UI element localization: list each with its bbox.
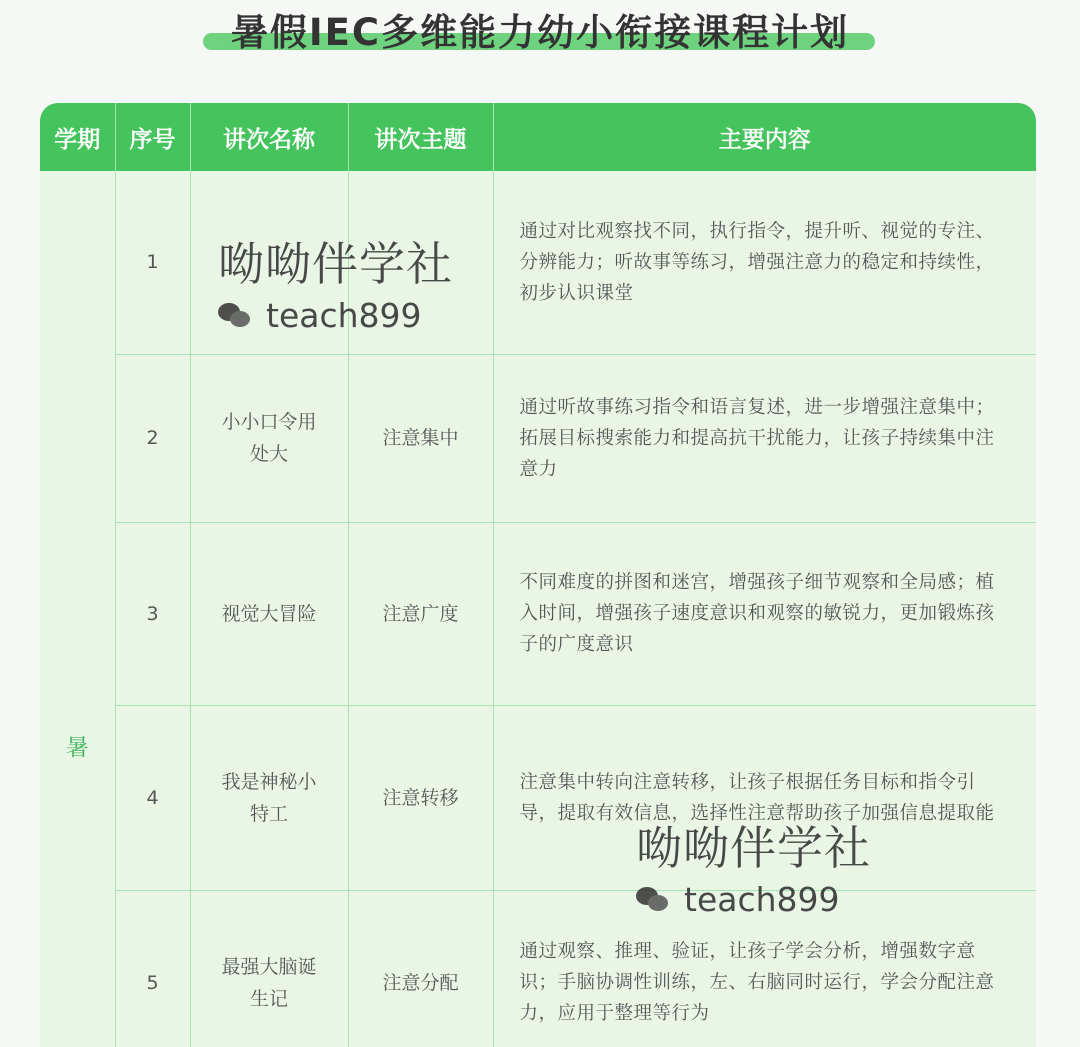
header-lesson-name: 讲次名称: [190, 103, 348, 171]
table-row: [40, 522, 1036, 705]
watermark: [218, 228, 453, 335]
lesson-theme: 注意分配: [348, 890, 493, 1047]
lesson-theme: 注意广度: [348, 522, 493, 705]
header-main-content: 主要内容: [493, 103, 1036, 171]
watermark-name: 呦呦伴学社: [218, 237, 453, 291]
lesson-content: 不同难度的拼图和迷宫，增强孩子细节观察和全局感；植入时间，增强孩子速度意识和观察的敏锐力，更加锻炼孩子的广度意识: [493, 522, 1036, 705]
title-area: [0, 0, 1080, 70]
watermark-id-line: [218, 296, 453, 335]
row-number: 1: [115, 171, 190, 354]
watermark-name: 呦呦伴学社: [636, 821, 871, 875]
page-title: 暑假IEC多维能力幼小衔接课程计划: [230, 11, 850, 54]
lesson-content: 通过对比观察找不同，执行指令，提升听、视觉的专注、分辨能力；听故事等练习，增强注意力的稳定和持续性，初步认识课堂: [493, 171, 1036, 354]
row-number: 2: [115, 354, 190, 522]
lesson-content: 注意集中转向注意转移，让孩子根据任务目标和指令引导，提取有效信息，选择性注意帮助孩子加强信息提取能: [493, 705, 1036, 890]
table-row: [40, 171, 1036, 354]
header-number: 序号: [115, 103, 190, 171]
table-header-row: [40, 103, 1036, 171]
table-row: [40, 705, 1036, 890]
table-row: [40, 354, 1036, 522]
course-table: [40, 103, 1036, 1047]
watermark-id: teach899: [266, 296, 422, 335]
watermark-id: teach899: [684, 880, 840, 919]
lesson-content: 通过观察、推理、验证，让孩子学会分析，增强数字意识；手脑协调性训练，左、右脑同时运行，学会分配注意力，应用于整理等行为: [493, 890, 1036, 1047]
row-number: 3: [115, 522, 190, 705]
header-term: 学期: [40, 103, 115, 171]
lesson-theme: 注意集中: [348, 354, 493, 522]
lesson-name: 我是神秘小特工: [190, 705, 348, 890]
watermark: [636, 812, 871, 919]
term-cell: 暑: [40, 171, 115, 1047]
row-number: 4: [115, 705, 190, 890]
lesson-theme: 注意转移: [348, 705, 493, 890]
lesson-name: 最强大脑诞生记: [190, 890, 348, 1047]
row-number: 5: [115, 890, 190, 1047]
table-row: [40, 890, 1036, 1047]
course-table-card: [40, 103, 1036, 1047]
header-lesson-theme: 讲次主题: [348, 103, 493, 171]
wechat-icon: [636, 887, 670, 913]
lesson-name: 视觉大冒险: [190, 522, 348, 705]
lesson-content: 通过听故事练习指令和语言复述，进一步增强注意集中；拓展目标搜索能力和提高抗干扰能力，让孩子持续集中注意力: [493, 354, 1036, 522]
wechat-icon: [218, 303, 252, 329]
lesson-name: 小小口令用处大: [190, 354, 348, 522]
watermark-id-line: [636, 880, 871, 919]
